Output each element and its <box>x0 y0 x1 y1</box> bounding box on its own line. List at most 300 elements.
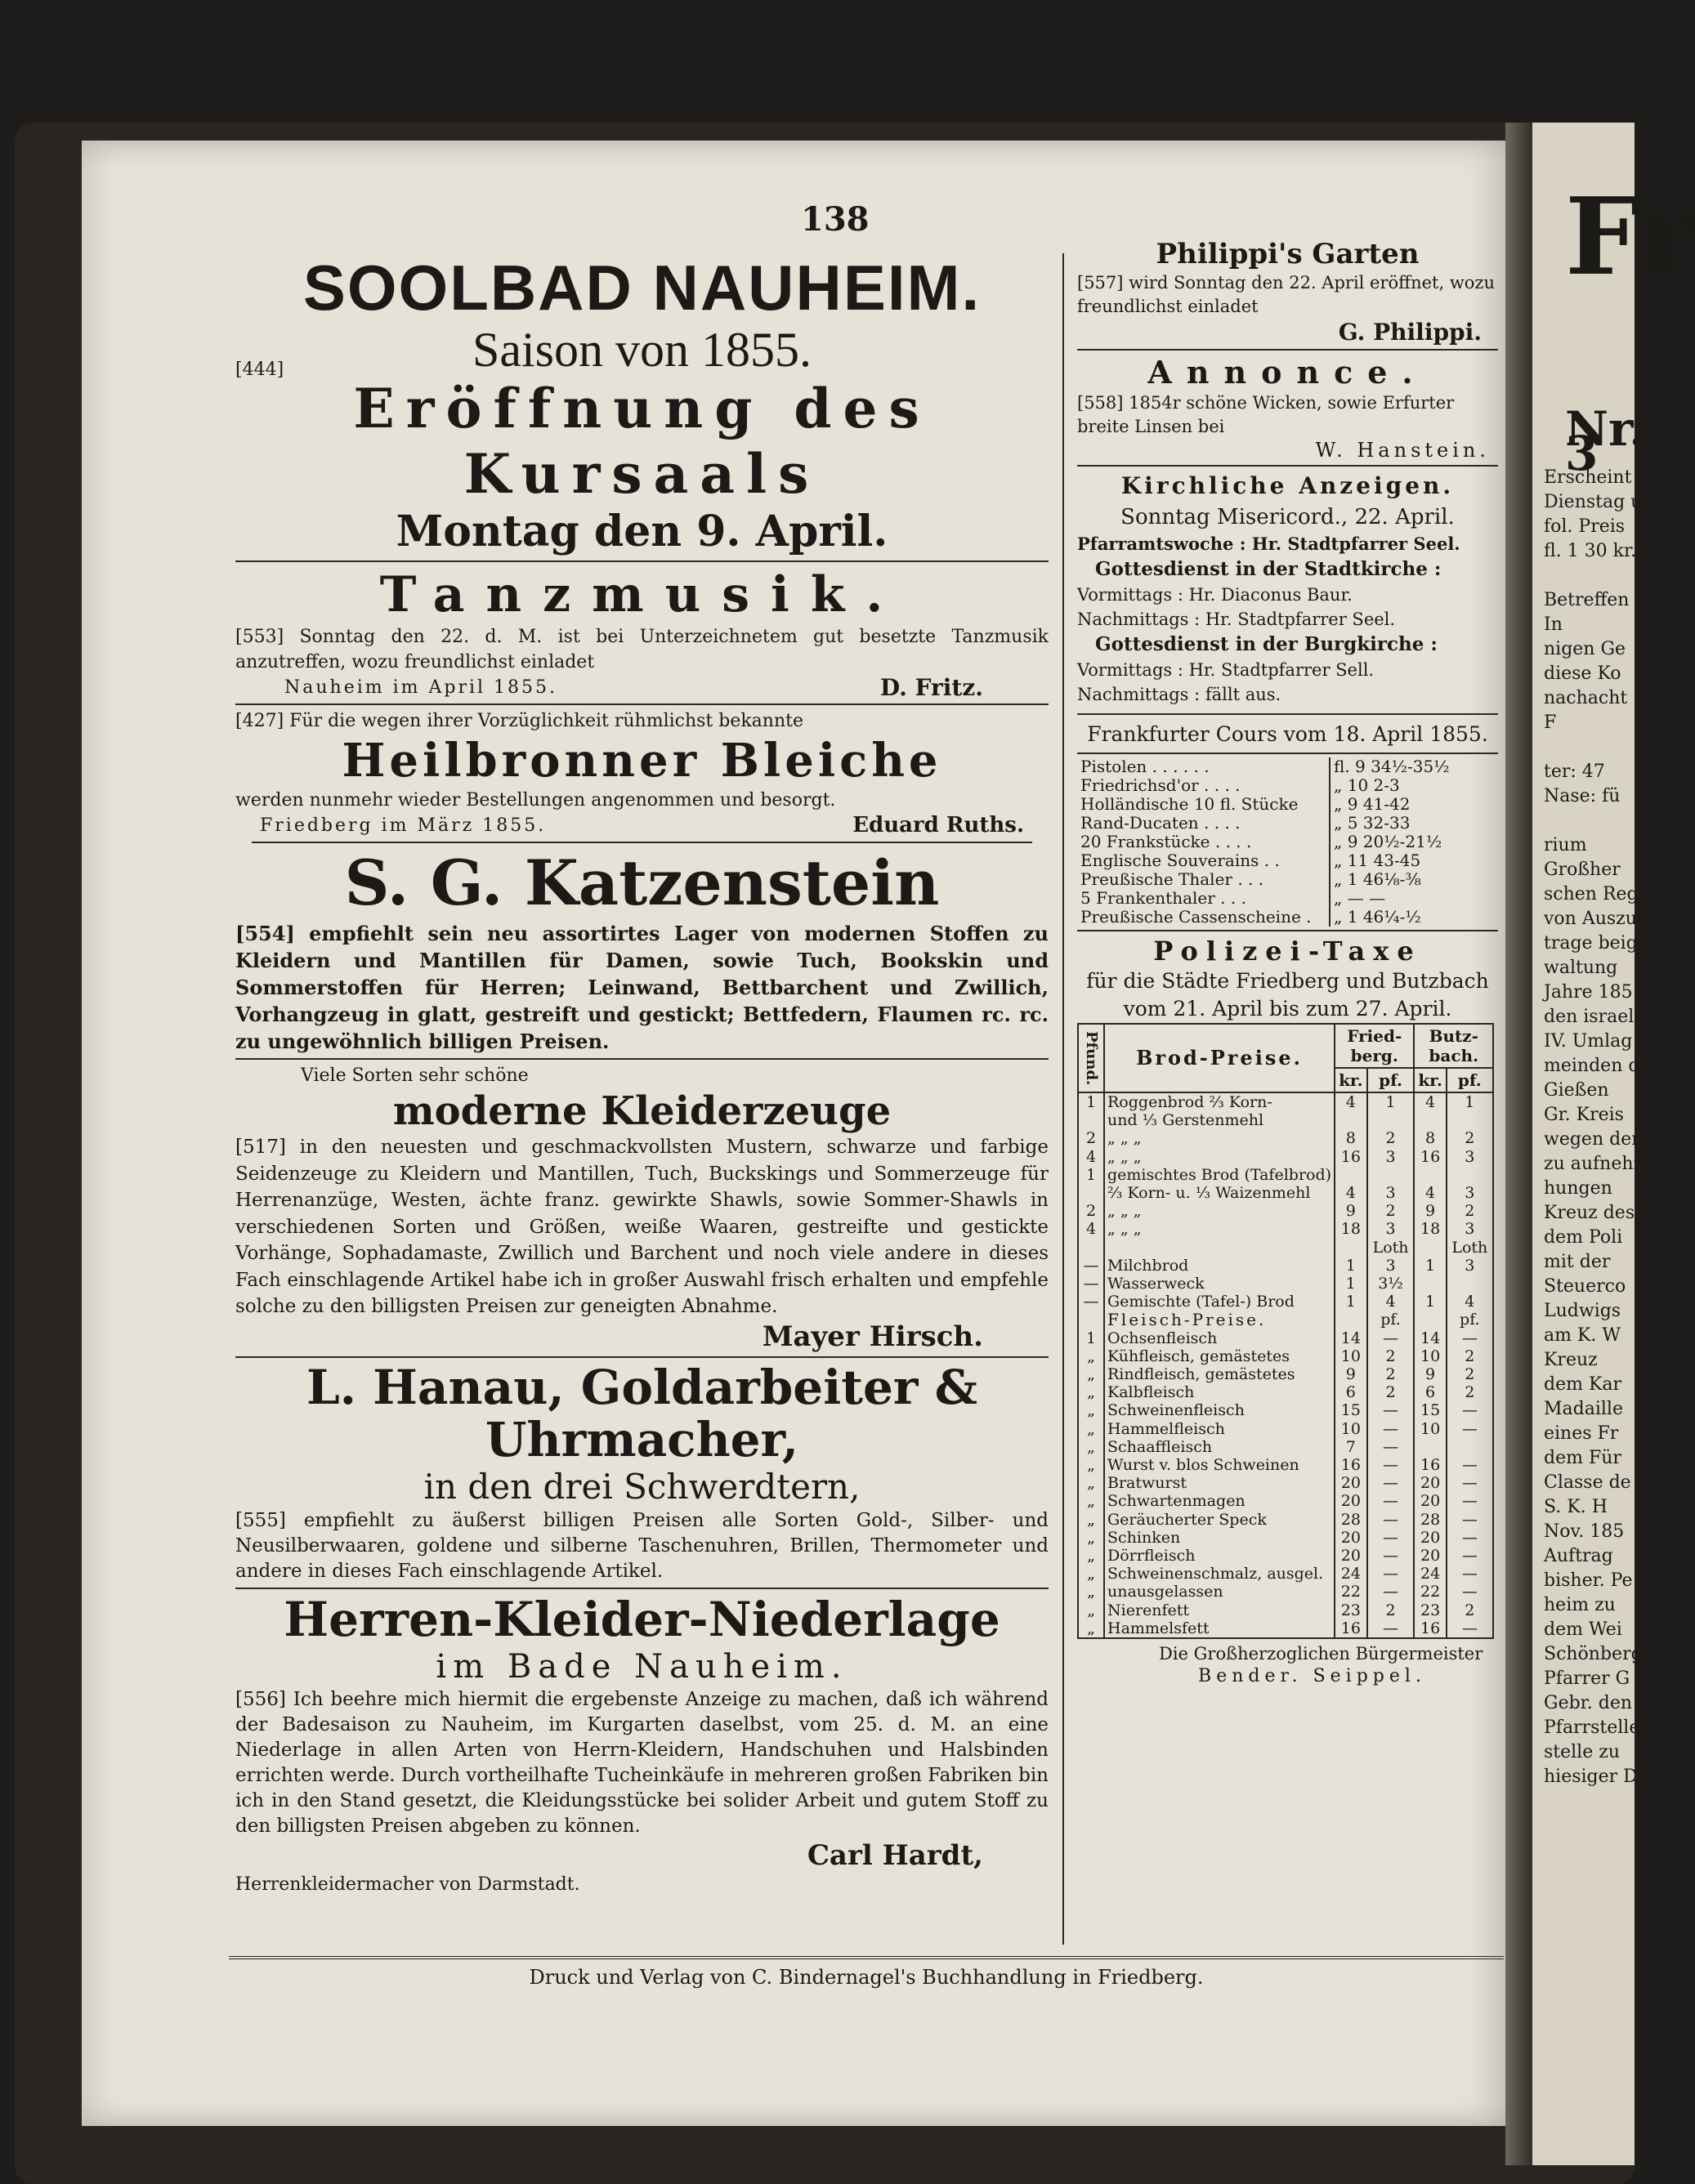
butzbach-kr-cell: 23 <box>1414 1601 1446 1619</box>
butzbach-pf-cell: 2 <box>1447 1365 1493 1383</box>
unit-cell: „ <box>1078 1383 1104 1401</box>
butzbach-column-header: Butz-bach. <box>1414 1024 1493 1068</box>
price-row <box>1078 1166 1493 1184</box>
unit-cell: 4 <box>1078 1220 1104 1238</box>
butzbach-kr-cell: 18 <box>1414 1220 1446 1238</box>
philippi-heading: Philippi's Garten <box>1156 238 1420 270</box>
butzbach-kr-cell <box>1414 1438 1446 1456</box>
hanau-text: [555] empfiehlt zu äußerst billigen Preisen alle Sorten Gold-, Silber- und Neusilberwaaren, goldene und silberne Taschenuhren, Brillen, Thermometer und andere in dieses Fach einschlagende Artikel. <box>235 1509 1049 1582</box>
item-cell: „ „ „ <box>1104 1202 1335 1220</box>
friedberg-kr-cell: 28 <box>1335 1511 1367 1529</box>
cours-row <box>1077 795 1453 814</box>
pf-header: pf. <box>1447 1068 1493 1092</box>
kr-header: kr. <box>1414 1068 1446 1092</box>
price-row <box>1078 1092 1493 1111</box>
item-cell: Kalbfleisch <box>1104 1383 1335 1401</box>
kirchliche-line: Gottesdienst in der Stadtkirche : <box>1095 558 1442 580</box>
divider <box>1077 465 1498 467</box>
friedberg-pf-cell: — <box>1367 1474 1415 1492</box>
friedberg-pf-cell: 3 <box>1367 1220 1415 1238</box>
next-page-fragment-line <box>1544 735 1635 760</box>
friedberg-kr-cell <box>1335 1239 1367 1257</box>
tanzmusik-heading: Tanzmusik. <box>379 566 905 623</box>
unit-cell: „ <box>1078 1529 1104 1547</box>
butzbach-pf-cell <box>1447 1275 1493 1293</box>
tanzmusik-signature: D. Fritz. <box>879 674 983 701</box>
hanau-heading: L. Hanau, Goldarbeiter & Uhrmacher, <box>306 1359 978 1467</box>
kirchliche-line: Gottesdienst in der Burgkirche : <box>1095 633 1438 655</box>
price-row <box>1078 1293 1493 1311</box>
tanzmusik-place: Nauheim im April 1855. <box>284 677 558 698</box>
imprint-line: Druck und Verlag von C. Bindernagel's Buchhandlung in Friedberg. <box>529 1966 1204 1989</box>
next-page-fragment-line: bisher. Pe <box>1544 1570 1633 1591</box>
butzbach-kr-cell: 1 <box>1414 1257 1446 1275</box>
friedberg-column-header: Fried-berg. <box>1335 1024 1414 1068</box>
unit-cell <box>1078 1239 1104 1257</box>
item-cell: Schinken <box>1104 1529 1335 1547</box>
item-cell: und ⅓ Gerstenmehl <box>1104 1111 1335 1129</box>
price-row <box>1078 1257 1493 1275</box>
butzbach-pf-cell: 3 <box>1447 1220 1493 1238</box>
friedberg-pf-cell: — <box>1367 1583 1415 1601</box>
item-cell: Schwartenmagen <box>1104 1492 1335 1510</box>
friedberg-pf-cell: — <box>1367 1401 1415 1419</box>
item-cell: ⅔ Korn- u. ⅓ Waizenmehl <box>1104 1184 1335 1202</box>
unit-cell: „ <box>1078 1438 1104 1456</box>
friedberg-pf-cell: 2 <box>1367 1365 1415 1383</box>
friedberg-pf-cell: 2 <box>1367 1129 1415 1147</box>
next-page-fragment-line: nachacht <box>1544 688 1628 708</box>
unit-cell: 2 <box>1078 1129 1104 1147</box>
next-page-fragment-line: Nov. 185 <box>1544 1521 1625 1542</box>
item-cell: Hammelsfett <box>1104 1619 1335 1638</box>
butzbach-pf-cell: — <box>1447 1420 1493 1438</box>
price-row <box>1078 1474 1493 1492</box>
friedberg-kr-cell: 14 <box>1335 1329 1367 1347</box>
butzbach-pf-cell: 2 <box>1447 1601 1493 1619</box>
butzbach-kr-cell: 16 <box>1414 1456 1446 1474</box>
next-page-fragment-line: zu aufnehme <box>1544 1154 1661 1174</box>
kirchliche-list <box>1077 532 1498 707</box>
footer-rule <box>229 1956 1504 1959</box>
unit-cell: 2 <box>1078 1202 1104 1220</box>
butzbach-pf-cell: 2 <box>1447 1347 1493 1365</box>
price-row <box>1078 1202 1493 1220</box>
friedberg-pf-cell: — <box>1367 1456 1415 1474</box>
heilbronner-place: Friedberg im März 1855. <box>260 815 547 836</box>
next-page-fragment-line: Ludwigs <box>1544 1301 1621 1321</box>
next-page-fragment-line: wegen der <box>1544 1129 1640 1150</box>
butzbach-kr-cell: 8 <box>1414 1129 1446 1147</box>
divider <box>235 561 1049 562</box>
next-page-fragment-line: Pfarrer G <box>1544 1668 1630 1689</box>
butzbach-kr-cell: 10 <box>1414 1420 1446 1438</box>
price-row <box>1078 1619 1493 1638</box>
next-page-fragment-line: Auftrag <box>1544 1546 1613 1566</box>
next-page-fragment-line: Erscheint wö- <box>1544 467 1670 488</box>
item-cell: Wurst v. blos Schweinen <box>1104 1456 1335 1474</box>
next-page-fragment-line: am K. W <box>1544 1325 1621 1346</box>
butzbach-pf-cell: pf. <box>1447 1311 1493 1329</box>
butzbach-kr-cell: 24 <box>1414 1565 1446 1583</box>
annonce-signature: W. Hanstein. <box>1315 439 1490 462</box>
butzbach-pf-cell <box>1447 1438 1493 1456</box>
ad-number-444: [444] <box>235 360 284 380</box>
butzbach-pf-cell: 3 <box>1447 1184 1493 1202</box>
unit-cell: „ <box>1078 1492 1104 1510</box>
kirchliche-line: Vormittags : Hr. Stadtpfarrer Sell. <box>1077 660 1375 680</box>
kirchliche-heading: Kirchliche Anzeigen. <box>1120 472 1455 499</box>
item-cell: „ „ „ <box>1104 1148 1335 1166</box>
price-row <box>1078 1420 1493 1438</box>
butzbach-pf-cell: — <box>1447 1547 1493 1565</box>
friedberg-kr-cell: 20 <box>1335 1547 1367 1565</box>
unit-cell <box>1078 1184 1104 1202</box>
butzbach-pf-cell: — <box>1447 1529 1493 1547</box>
item-cell: Geräucherter Speck <box>1104 1511 1335 1529</box>
butzbach-kr-cell: 4 <box>1414 1092 1446 1111</box>
next-page-fragment-line: Betreffen <box>1544 590 1630 610</box>
right-column <box>1077 237 1498 1688</box>
kirchliche-line: Pfarramtswoche : Hr. Stadtpfarrer Seel. <box>1077 534 1460 554</box>
divider <box>235 1356 1049 1358</box>
heilbronner-signature: Eduard Ruths. <box>852 813 1024 837</box>
butzbach-pf-cell: 2 <box>1447 1129 1493 1147</box>
item-cell: Schaaffleisch <box>1104 1438 1335 1456</box>
item-cell: Milchbrod <box>1104 1257 1335 1275</box>
next-page-fragment-line: waltung <box>1544 958 1618 978</box>
next-page-fragment-line: Kreuz des <box>1544 1203 1635 1223</box>
butzbach-kr-cell <box>1414 1111 1446 1129</box>
butzbach-pf-cell: — <box>1447 1456 1493 1474</box>
unit-cell: „ <box>1078 1365 1104 1383</box>
price-row <box>1078 1492 1493 1510</box>
next-page-issue-number: Nr. 3 <box>1565 401 1646 481</box>
cours-heading: Frankfurter Cours vom 18. April 1855. <box>1087 722 1488 746</box>
item-cell: Schweinenschmalz, ausgel. <box>1104 1565 1335 1583</box>
price-row <box>1078 1601 1493 1619</box>
cours-row <box>1077 889 1453 908</box>
friedberg-pf-cell: 3 <box>1367 1148 1415 1166</box>
butzbach-kr-cell: 6 <box>1414 1383 1446 1401</box>
cours-currency: Englische Souverains . . <box>1080 851 1280 870</box>
polizei-signature-2: Bender. Seippel. <box>1198 1666 1426 1687</box>
friedberg-pf-cell: 1 <box>1367 1092 1415 1111</box>
heilbronner-signature-line <box>235 813 1049 838</box>
price-row <box>1078 1565 1493 1583</box>
friedberg-kr-cell: 20 <box>1335 1492 1367 1510</box>
friedberg-pf-cell: 3 <box>1367 1184 1415 1202</box>
cours-rate: „ 9 20½-21½ <box>1330 833 1453 851</box>
divider <box>1077 930 1498 931</box>
next-page-fragment-line: Classe de <box>1544 1472 1631 1493</box>
next-page-fragment-line: dem Für <box>1544 1448 1621 1468</box>
item-cell: „ „ „ <box>1104 1129 1335 1147</box>
column-divider <box>1062 253 1064 1945</box>
friedberg-kr-cell: 7 <box>1335 1438 1367 1456</box>
page-number: 138 <box>801 200 870 239</box>
price-row <box>1078 1129 1493 1147</box>
opening-date-heading: Montag den 9. April. <box>396 507 888 556</box>
next-page-fragment-line: S. K. H <box>1544 1497 1608 1517</box>
price-row <box>1078 1383 1493 1401</box>
next-page-fragment-line: eines Fr <box>1544 1423 1619 1444</box>
item-cell: gemischtes Brod (Tafelbrod) <box>1104 1166 1335 1184</box>
friedberg-kr-cell: 1 <box>1335 1293 1367 1311</box>
unit-cell: 1 <box>1078 1329 1104 1347</box>
cours-currency: 20 Frankstücke . . . . <box>1080 832 1252 851</box>
divider <box>1077 753 1498 754</box>
item-cell: Gemischte (Tafel-) Brod <box>1104 1293 1335 1311</box>
cours-currency: Friedrichsd'or . . . . <box>1080 775 1241 795</box>
cours-currency: Preußische Cassenscheine . <box>1080 907 1312 927</box>
cours-rate: „ 9 41-42 <box>1330 795 1453 814</box>
butzbach-pf-cell: 2 <box>1447 1383 1493 1401</box>
item-cell: Ochsenfleisch <box>1104 1329 1335 1347</box>
herren-kleider-heading: Herren-Kleider-Niederlage <box>284 1591 1000 1647</box>
friedberg-pf-cell: 2 <box>1367 1347 1415 1365</box>
item-cell: „ „ „ <box>1104 1220 1335 1238</box>
cours-row <box>1077 814 1453 833</box>
friedberg-kr-cell: 9 <box>1335 1202 1367 1220</box>
unit-cell: — <box>1078 1257 1104 1275</box>
butzbach-kr-cell <box>1414 1275 1446 1293</box>
saison-heading: Saison von 1855. <box>472 323 812 377</box>
butzbach-pf-cell: — <box>1447 1511 1493 1529</box>
friedberg-pf-cell: — <box>1367 1547 1415 1565</box>
next-page-fragment-line: rium <box>1544 835 1587 855</box>
butzbach-kr-cell: 9 <box>1414 1365 1446 1383</box>
polizei-subheading-2: vom 21. April bis zum 27. April. <box>1123 997 1452 1021</box>
item-cell: Roggenbrod ⅔ Korn- <box>1104 1092 1335 1111</box>
butzbach-kr-cell: 14 <box>1414 1329 1446 1347</box>
friedberg-kr-cell: 22 <box>1335 1583 1367 1601</box>
footer <box>229 1953 1504 1992</box>
polizei-subheading-1: für die Städte Friedberg und Butzbach <box>1086 969 1489 993</box>
next-page-fragment-line: dem Kar <box>1544 1374 1622 1395</box>
cours-row <box>1077 776 1453 795</box>
friedberg-kr-cell: 16 <box>1335 1148 1367 1166</box>
friedberg-pf-cell: — <box>1367 1420 1415 1438</box>
price-row <box>1078 1365 1493 1383</box>
item-cell: Schweinenfleisch <box>1104 1401 1335 1419</box>
cours-rate: „ 1 46⅛-⅜ <box>1330 870 1453 889</box>
unit-cell: „ <box>1078 1456 1104 1474</box>
divider <box>235 1058 1049 1060</box>
price-row <box>1078 1347 1493 1365</box>
friedberg-kr-cell <box>1335 1311 1367 1329</box>
cours-rate: fl. 9 34½-35½ <box>1330 757 1453 776</box>
next-page-fragment-line: Gießen <box>1544 1080 1609 1101</box>
next-page-fragment-line: dem Poli <box>1544 1227 1623 1248</box>
item-cell: Kühfleisch, gemästetes <box>1104 1347 1335 1365</box>
next-page-text-fragments <box>1532 466 1670 1789</box>
friedberg-kr-cell: 6 <box>1335 1383 1367 1401</box>
next-page-fragment-line: Kreuz <box>1544 1350 1598 1370</box>
price-row <box>1078 1111 1493 1129</box>
butzbach-kr-cell: 15 <box>1414 1401 1446 1419</box>
friedberg-kr-cell: 10 <box>1335 1420 1367 1438</box>
next-page-fragment-line: Gebr. den <box>1544 1693 1633 1713</box>
butzbach-kr-cell: 20 <box>1414 1529 1446 1547</box>
butzbach-kr-cell: 20 <box>1414 1474 1446 1492</box>
friedberg-pf-cell: Loth <box>1367 1239 1415 1257</box>
kirchliche-subheading: Sonntag Misericord., 22. April. <box>1120 505 1455 529</box>
cours-currency: 5 Frankenthaler . . . <box>1080 888 1246 908</box>
next-page-fragment-line <box>1544 564 1635 588</box>
friedberg-kr-cell: 4 <box>1335 1184 1367 1202</box>
herren-kleider-signature: Carl Hardt, <box>807 1838 983 1872</box>
divider <box>252 842 1032 843</box>
heilbronner-intro: [427] Für die wegen ihrer Vorzüglichkeit rühmlichst bekannte <box>235 711 803 731</box>
butzbach-kr-cell <box>1414 1166 1446 1184</box>
next-page-fragment <box>1532 123 1695 2165</box>
philippi-signature: G. Philippi. <box>1338 319 1482 346</box>
polizei-signature-line-1 <box>1077 1642 1498 1665</box>
next-page-fragment-line: hiesiger Dr. <box>1544 1766 1650 1787</box>
butzbach-pf-cell: 1 <box>1447 1092 1493 1111</box>
friedberg-kr-cell: 1 <box>1335 1257 1367 1275</box>
next-page-fragment-line: fol. Preis <box>1544 516 1626 537</box>
pf-header: pf. <box>1367 1068 1415 1092</box>
cours-row <box>1077 851 1453 870</box>
katzenstein-text: [554] empfiehlt sein neu assortirtes Lager von modernen Stoffen zu Kleidern und Mantillen für Damen, sowie Tuch, Bookskin und Sommerstoffen für Herren; Leinwand, Bettbarchent und Zwillich, Vorhangzeug in glatt, gestreift und gestickt; Bettfedern, Flaumen rc. rc. zu ungewöhnlich billigen Preisen. <box>235 922 1049 1053</box>
unit-cell: „ <box>1078 1547 1104 1565</box>
cours-currency: Preußische Thaler . . . <box>1080 869 1264 889</box>
item-cell: Bratwurst <box>1104 1474 1335 1492</box>
friedberg-kr-cell <box>1335 1166 1367 1184</box>
price-row <box>1078 1311 1493 1329</box>
friedberg-kr-cell: 24 <box>1335 1565 1367 1583</box>
price-row <box>1078 1583 1493 1601</box>
next-page-masthead: Fr <box>1565 174 1695 299</box>
butzbach-pf-cell: 4 <box>1447 1293 1493 1311</box>
next-page-fragment-line: diese Ko <box>1544 663 1621 684</box>
friedberg-pf-cell: — <box>1367 1329 1415 1347</box>
cours-row <box>1077 757 1453 776</box>
friedberg-pf-cell: — <box>1367 1565 1415 1583</box>
friedberg-pf-cell: 2 <box>1367 1202 1415 1220</box>
friedberg-pf-cell: pf. <box>1367 1311 1415 1329</box>
item-cell: Hammelfleisch <box>1104 1420 1335 1438</box>
butzbach-pf-cell: Loth <box>1447 1239 1493 1257</box>
next-page-fragment-line: fl. 1 30 kr. <box>1544 541 1637 561</box>
item-cell: Fleisch-Preise. <box>1104 1311 1335 1329</box>
next-page-fragment-line: Steuerco <box>1544 1276 1626 1297</box>
next-page-fragment-line: Schönberg <box>1544 1644 1643 1664</box>
next-page-fragment-line: dem Wei <box>1544 1619 1622 1640</box>
price-row <box>1078 1329 1493 1347</box>
butzbach-kr-cell: 1 <box>1414 1293 1446 1311</box>
herren-kleider-text: [556] Ich beehre mich hiermit die ergebenste Anzeige zu machen, daß ich während der Badesaison zu Nauheim, im Kurgarten daselbst, vom 25. d. M. an eine Niederlage in allen Arten von Herrn-Kleidern, Handschuhen und Halsbinden errichten werde. Durch vortheilhafte Tucheinkäufe in mehreren großen Fabriken bin ich in den Stand gesetzt, die Kleidungsstücke bei solider Arbeit und gutem Stoff zu den billigsten Preisen abgeben zu können. <box>235 1688 1049 1837</box>
next-page-fragment-line: den israel <box>1544 1007 1635 1027</box>
next-page-fragment-line: Gr. Kreis <box>1544 1105 1624 1125</box>
divider <box>235 703 1049 705</box>
cours-row <box>1077 833 1453 851</box>
next-page-fragment-line: schen Reg <box>1544 884 1639 904</box>
unit-cell: „ <box>1078 1565 1104 1583</box>
next-page-fragment-line: IV. Umlag <box>1544 1031 1633 1052</box>
friedberg-pf-cell: 3 <box>1367 1257 1415 1275</box>
unit-cell: „ <box>1078 1420 1104 1438</box>
unit-cell <box>1078 1111 1104 1129</box>
item-cell <box>1104 1239 1335 1257</box>
butzbach-kr-cell: 20 <box>1414 1492 1446 1510</box>
katzenstein-heading: S. G. Katzenstein <box>344 846 940 919</box>
next-page-fragment-line: trage beige <box>1544 933 1648 954</box>
next-page-fragment-line: mit der <box>1544 1252 1611 1272</box>
butzbach-kr-cell: 20 <box>1414 1547 1446 1565</box>
cours-rate: „ 1 46¼-½ <box>1330 908 1453 927</box>
friedberg-pf-cell <box>1367 1166 1415 1184</box>
butzbach-kr-cell: 16 <box>1414 1148 1446 1166</box>
next-page-fragment-line: Dienstag u. F <box>1544 492 1666 512</box>
next-page-fragment-line: heim zu <box>1544 1595 1616 1615</box>
friedberg-pf-cell: 2 <box>1367 1601 1415 1619</box>
butzbach-kr-cell: 28 <box>1414 1511 1446 1529</box>
item-cell: Nierenfett <box>1104 1601 1335 1619</box>
price-row <box>1078 1547 1493 1565</box>
kleiderzeuge-signature: Mayer Hirsch. <box>762 1320 983 1353</box>
friedberg-pf-cell: 2 <box>1367 1383 1415 1401</box>
next-page-fragment-line: meinden d <box>1544 1056 1640 1076</box>
next-page-fragment-line <box>1544 809 1635 833</box>
unit-cell: „ <box>1078 1474 1104 1492</box>
butzbach-pf-cell: — <box>1447 1329 1493 1347</box>
butzbach-kr-cell: 9 <box>1414 1202 1446 1220</box>
friedberg-kr-cell: 8 <box>1335 1129 1367 1147</box>
heilbronner-text: werden nunmehr wieder Bestellungen angenommen und besorgt. <box>235 790 836 811</box>
cours-currency: Pistolen . . . . . . <box>1080 757 1210 776</box>
next-page-fragment-line: stelle zu <box>1544 1742 1620 1762</box>
cours-row <box>1077 908 1453 927</box>
unit-cell: — <box>1078 1293 1104 1311</box>
price-row <box>1078 1511 1493 1529</box>
cours-table <box>1077 757 1453 927</box>
next-page-fragment-line: ter: 47 <box>1544 761 1605 782</box>
friedberg-pf-cell: 4 <box>1367 1293 1415 1311</box>
butzbach-kr-cell: 16 <box>1414 1619 1446 1638</box>
annonce-text: [558] 1854r schöne Wicken, sowie Erfurter breite Linsen bei <box>1077 393 1455 436</box>
kleiderzeuge-intro: Viele Sorten sehr schöne <box>301 1065 529 1086</box>
price-row <box>1078 1220 1493 1238</box>
divider <box>1077 713 1498 715</box>
friedberg-kr-cell: 16 <box>1335 1619 1367 1638</box>
cours-rate: „ 11 43-45 <box>1330 851 1453 870</box>
kleiderzeuge-heading: moderne Kleiderzeuge <box>392 1088 892 1134</box>
butzbach-pf-cell: 3 <box>1447 1257 1493 1275</box>
butzbach-kr-cell <box>1414 1311 1446 1329</box>
item-cell: Wasserweck <box>1104 1275 1335 1293</box>
price-row <box>1078 1184 1493 1202</box>
unit-cell: „ <box>1078 1401 1104 1419</box>
unit-cell: — <box>1078 1275 1104 1293</box>
kirchliche-line: Nachmittags : Hr. Stadtpfarrer Seel. <box>1077 610 1396 629</box>
polizei-signature-1: Die Großherzoglichen Bürgermeister <box>1159 1644 1483 1664</box>
price-row <box>1078 1456 1493 1474</box>
butzbach-pf-cell: — <box>1447 1619 1493 1638</box>
butzbach-kr-cell: 22 <box>1414 1583 1446 1601</box>
friedberg-kr-cell: 1 <box>1335 1275 1367 1293</box>
butzbach-pf-cell: — <box>1447 1583 1493 1601</box>
unit-cell: 1 <box>1078 1166 1104 1184</box>
next-page-fragment-line: Großher <box>1544 860 1621 880</box>
philippi-text: [557] wird Sonntag den 22. April eröffnet, wozu freundlichst einladet <box>1077 273 1496 316</box>
kirchliche-line: Nachmittags : fällt aus. <box>1077 685 1281 704</box>
divider <box>1077 349 1498 351</box>
divider <box>235 1588 1049 1589</box>
item-cell: unausgelassen <box>1104 1583 1335 1601</box>
